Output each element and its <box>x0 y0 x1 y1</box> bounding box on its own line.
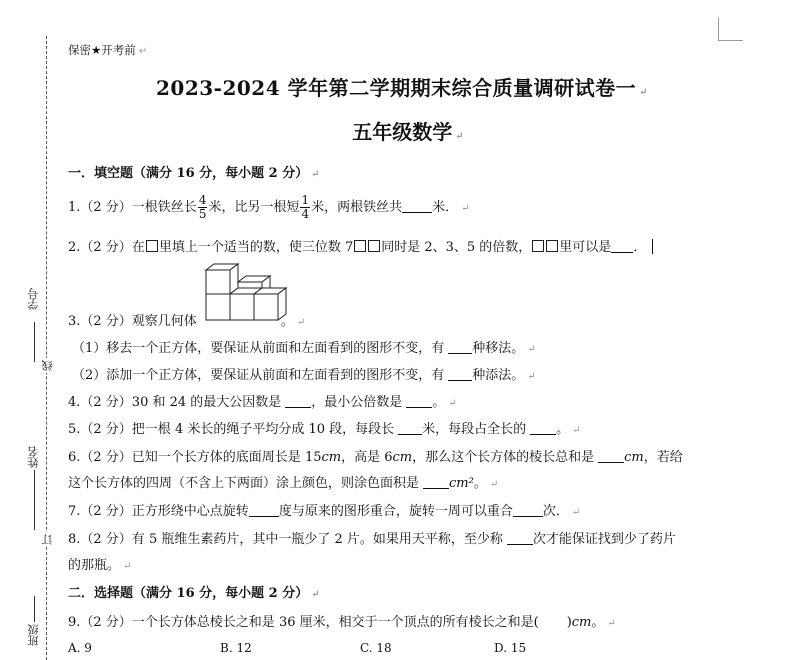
answer-blank[interactable] <box>406 395 432 408</box>
option-a[interactable]: A. 9 <box>68 641 92 655</box>
answer-blank[interactable] <box>598 450 624 463</box>
box-icon <box>354 240 366 252</box>
question-5: 5.（2 分）把一根 4 米长的绳子平均分成 10 段，每段长 米，每段占全长的 。 ↵ <box>68 422 581 437</box>
ding-mark: 订 <box>41 534 54 545</box>
exam-subtitle: 五年级数学 ↵ <box>352 120 464 144</box>
box-icon <box>368 240 380 252</box>
option-c[interactable]: C. 18 <box>360 641 392 655</box>
text-cursor <box>652 239 653 254</box>
answer-blank[interactable] <box>398 422 422 435</box>
question-9: 9.（2 分）一个长方体总棱长之和是 36 厘米，相交于一个顶点的所有棱长之和是( )cm。 ↵ <box>68 615 616 630</box>
class-label: 班级 <box>27 624 40 646</box>
question-1: 1.（2 分）一根铁丝长 $\frac{4}{5}$ 米，比另一根短 $\frac{1}{4}$ 米，两根铁丝共 米． ↵ <box>68 193 470 221</box>
question-4: 4.（2 分）30 和 24 的最大公因数是 ，最小公倍数是 。 ↵ <box>68 395 457 410</box>
answer-blank[interactable] <box>423 476 449 489</box>
option-d[interactable]: D. 15 <box>494 641 527 655</box>
question-3: 3.（2 分）观察几何体 。 ↵ <box>68 314 306 329</box>
fraction-4-5: $\frac{4}{5}$ <box>198 193 207 221</box>
answer-blank[interactable] <box>530 422 556 435</box>
option-b[interactable]: B. 12 <box>220 641 252 655</box>
answer-blank[interactable] <box>448 341 472 354</box>
name-underline <box>34 470 35 530</box>
box-icon <box>546 240 558 252</box>
question-8: 8.（2 分）有 5 瓶维生素药片，其中一瓶少了 2 片。如果用天平称，至少称 次才能保证找到少了药片 <box>68 532 676 547</box>
section-fill-blank: 一．填空题（满分 16 分，每小题 2 分） ↵ <box>68 166 320 181</box>
name-label: 姓名 <box>27 446 40 468</box>
box-icon <box>146 240 158 252</box>
answer-blank[interactable] <box>611 240 633 253</box>
answer-blank[interactable] <box>507 532 533 545</box>
secret-label: 保密★开考前 ↵ <box>68 43 148 57</box>
answer-blank[interactable] <box>448 368 472 381</box>
question-3-2: （2）添加一个正方体，要保证从前面和左面看到的图形不变，有 种添法。 ↵ <box>72 368 536 383</box>
question-2: 2.（2 分）在 里填上一个适当的数，使三位数 7 同时是 2、3、5 的倍数， 里可以是 ． <box>68 236 653 255</box>
answer-blank[interactable] <box>402 200 432 213</box>
question-8-cont: 的那瓶。 ↵ <box>68 558 132 573</box>
answer-blank[interactable] <box>513 504 543 517</box>
line-mark: 线 <box>41 360 54 371</box>
answer-blank[interactable] <box>285 395 311 408</box>
question-7: 7.（2 分）正方形绕中心点旋转 度与原来的图形重合，旋转一周可以重合 次． ↵ <box>68 504 581 519</box>
fraction-1-4: $\frac{1}{4}$ <box>301 193 310 221</box>
box-icon <box>532 240 544 252</box>
section-multiple-choice: 二．选择题（满分 16 分，每小题 2 分） ↵ <box>68 586 320 601</box>
question-6: 6.（2 分）已知一个长方体的底面周长是 15cm，高是 6cm，那么这个长方体的棱长总和是 cm，若给 <box>68 450 683 465</box>
exam-title: 2023-2024 学年第二学期期末综合质量调研试卷一 ↵ <box>156 76 648 100</box>
question-3-1: （1）移去一个正方体，要保证从前面和左面看到的图形不变，有 种移法。 ↵ <box>72 341 536 356</box>
page-corner-mark <box>718 18 743 41</box>
student-no-label: 学号 <box>27 288 40 310</box>
answer-blank[interactable] <box>249 504 279 517</box>
student-no-underline <box>34 322 35 362</box>
question-6-cont: 这个长方体的四周（不含上下两面）涂上颜色，则涂色面积是 cm²。 ↵ <box>68 476 499 491</box>
